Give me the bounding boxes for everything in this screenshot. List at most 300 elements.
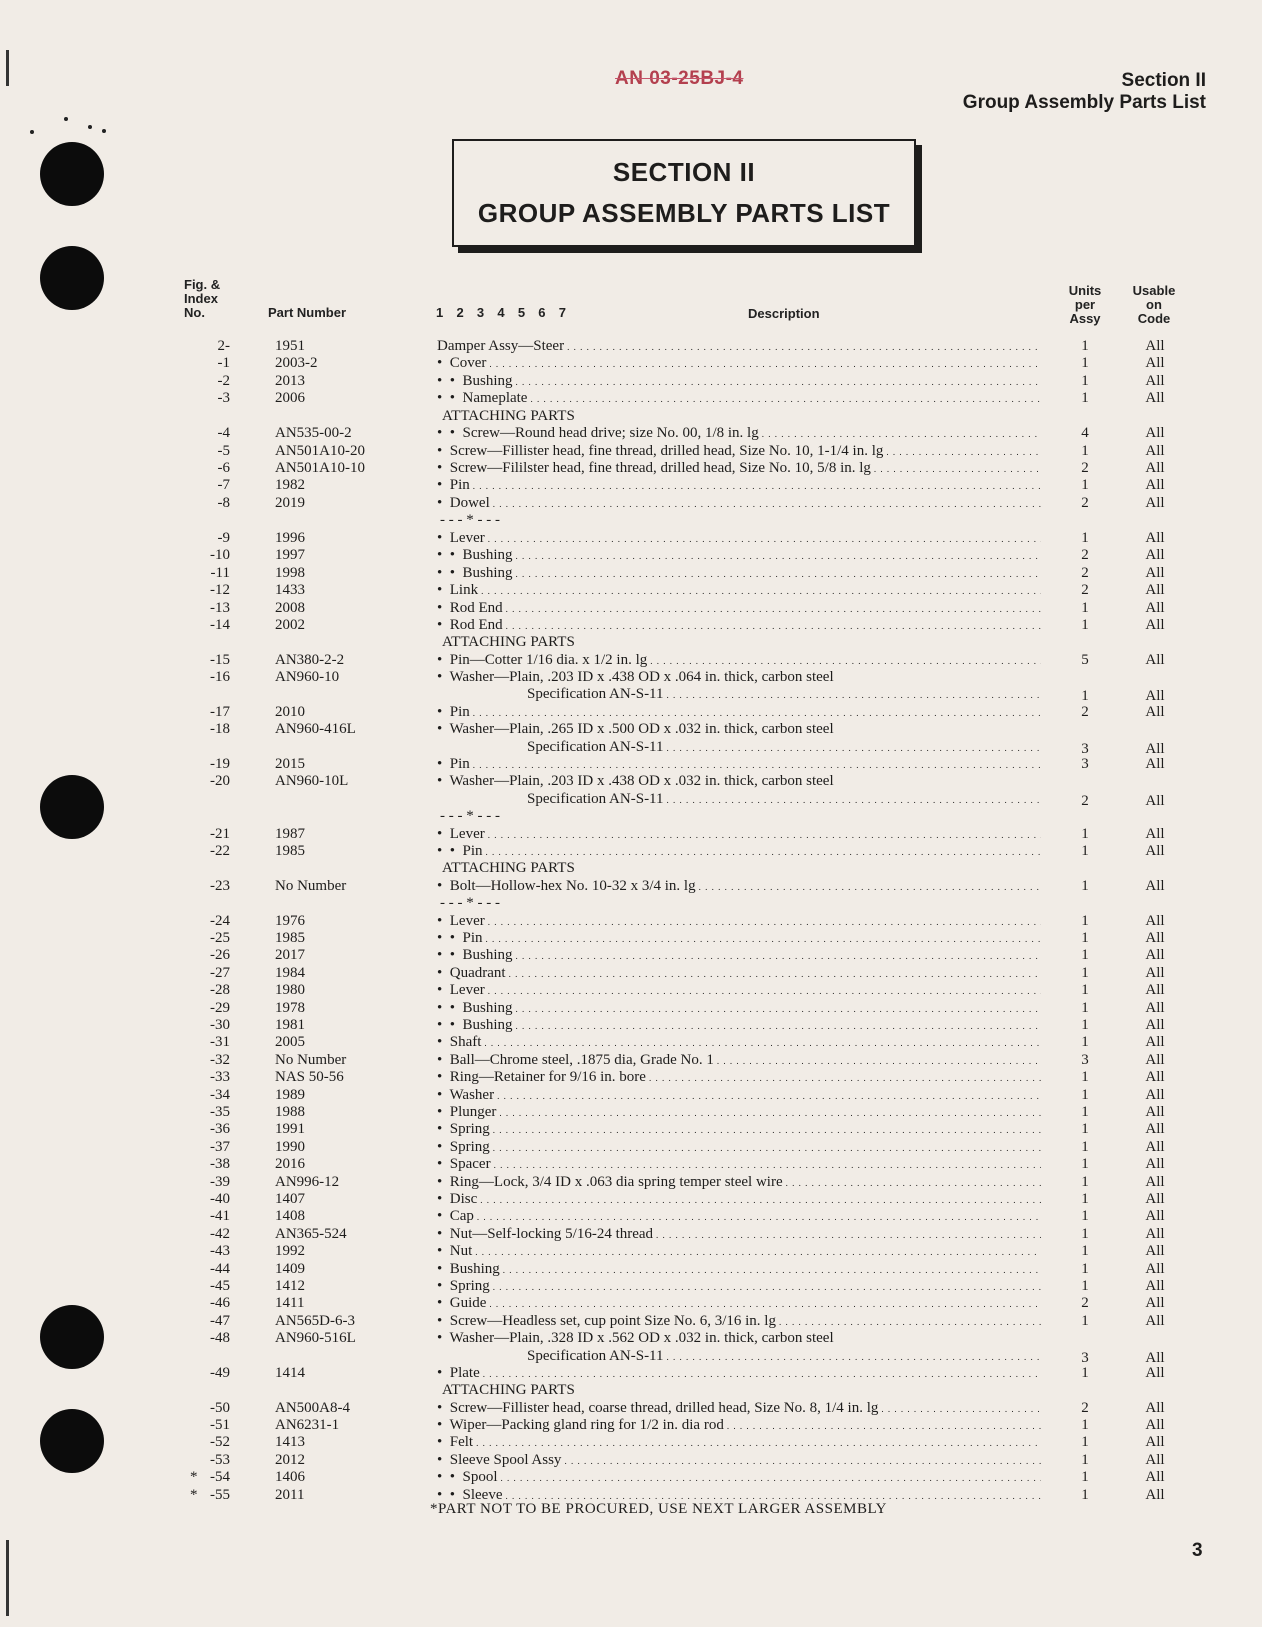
usable-on-code-cell: All (1145, 1261, 1165, 1277)
description-cell (437, 965, 1041, 983)
part-number-cell: AN501A10-20 (275, 443, 365, 459)
description-text: • • Bushing (437, 547, 513, 563)
table-row (0, 1139, 1262, 1156)
table-row (0, 338, 1262, 355)
part-number-cell: AN565D-6-3 (275, 1313, 355, 1329)
description-text: • Disc (437, 1191, 478, 1207)
description-text: • Washer—Plain, .203 ID x .438 OD x .032 in. thick, carbon steel (437, 773, 834, 789)
description-cell (437, 547, 1041, 565)
description-text: • Washer (437, 1087, 495, 1103)
dot-leader (530, 390, 1041, 408)
dot-leader (786, 1174, 1041, 1192)
part-number-cell: 1988 (275, 1104, 305, 1120)
description-cell (437, 826, 1041, 844)
dot-leader (516, 565, 1041, 583)
attaching-parts-heading (0, 1382, 1262, 1399)
table-row (0, 1052, 1262, 1069)
description-text: Specification AN-S-11 (527, 739, 664, 755)
description-cell (440, 512, 1044, 529)
units-per-assy-cell: 1 (1081, 1034, 1089, 1050)
usable-on-code-cell: All (1145, 1350, 1165, 1366)
usable-on-code-cell: All (1145, 355, 1165, 371)
description-text: ATTACHING PARTS (442, 860, 575, 876)
fig-index-cell: -39 (210, 1174, 230, 1190)
description-text: ATTACHING PARTS (442, 408, 575, 424)
description-text: Specification AN-S-11 (527, 1348, 664, 1364)
description-text: • Lever (437, 826, 485, 842)
table-row (0, 965, 1262, 982)
units-per-assy-cell: 1 (1081, 688, 1089, 704)
table-row (0, 826, 1262, 843)
usable-on-code-cell: All (1145, 1400, 1165, 1416)
description-cell (442, 860, 1046, 877)
dot-leader (516, 547, 1041, 565)
description-text: • • Screw—Round head drive; size No. 00, 1/8 in. lg (437, 425, 759, 441)
column-header-description: Description (748, 306, 820, 321)
fig-index-cell: -46 (210, 1295, 230, 1311)
footnote: *PART NOT TO BE PROCURED, USE NEXT LARGER ASSEMBLY (430, 1501, 887, 1517)
fig-index-cell: -44 (210, 1261, 230, 1277)
description-text: • Rod End (437, 600, 503, 616)
column-header-units-per-assy: Units per Assy (1068, 283, 1102, 326)
units-per-assy-cell: 1 (1081, 1278, 1089, 1294)
part-number-cell: 2016 (275, 1156, 305, 1172)
usable-on-code-cell: All (1145, 1208, 1165, 1224)
units-per-assy-cell: 2 (1081, 565, 1089, 581)
description-text: - - - * - - - (440, 512, 500, 528)
fig-index-cell: -6 (217, 460, 230, 476)
usable-on-code-cell: All (1145, 460, 1165, 476)
table-row (0, 530, 1262, 547)
part-number-cell: 2011 (275, 1487, 305, 1503)
attaching-parts-heading (0, 634, 1262, 651)
description-cell (437, 930, 1041, 948)
fig-index-cell: -34 (210, 1087, 230, 1103)
description-text: • Dowel (437, 495, 490, 511)
fig-index-cell: -42 (210, 1226, 230, 1242)
fig-index-cell: -18 (210, 721, 230, 737)
dot-leader (727, 1417, 1041, 1435)
part-number-cell: 1409 (275, 1261, 305, 1277)
description-cell (440, 808, 1044, 825)
part-number-cell: 2015 (275, 756, 305, 772)
table-row (0, 582, 1262, 599)
description-text: • Bolt—Hollow-hex No. 10-32 x 3/4 in. lg (437, 878, 696, 894)
table-row (0, 1034, 1262, 1051)
usable-on-code-cell: All (1145, 1121, 1165, 1137)
part-number-cell: NAS 50-56 (275, 1069, 344, 1085)
document-number: AN 03-25BJ-4 (615, 68, 744, 89)
description-text: - - - * - - - (440, 895, 500, 911)
table-row (0, 1330, 1262, 1347)
scan-speck (64, 117, 68, 121)
part-number-cell: 1989 (275, 1087, 305, 1103)
fig-index-cell: -41 (210, 1208, 230, 1224)
description-text: • Screw—Fillister head, coarse thread, drilled head, Size No. 8, 1/4 in. lg (437, 1400, 879, 1416)
units-per-assy-cell: 1 (1081, 338, 1089, 354)
description-text: • Spring (437, 1278, 490, 1294)
description-cell (437, 843, 1041, 861)
table-row (0, 373, 1262, 390)
part-number-cell: 1433 (275, 582, 305, 598)
dot-leader (667, 739, 1041, 757)
part-number-cell: 1981 (275, 1017, 305, 1033)
dot-leader (486, 843, 1041, 861)
fig-index-cell: -14 (210, 617, 230, 633)
units-per-assy-cell: 2 (1081, 495, 1089, 511)
table-row (0, 1208, 1262, 1225)
section-heading: SECTION II (612, 157, 756, 187)
usable-on-code-cell: All (1145, 652, 1165, 668)
description-cell (527, 1348, 1041, 1366)
table-row (0, 390, 1262, 407)
fig-index-cell: -22 (210, 843, 230, 859)
fig-index-cell: -54 (210, 1469, 230, 1485)
column-header-fig-index: Fig. & Index No. (184, 277, 221, 320)
attaching-parts-heading (0, 860, 1262, 877)
usable-on-code-cell: All (1145, 373, 1165, 389)
table-row (0, 1104, 1262, 1121)
units-per-assy-cell: 2 (1081, 1400, 1089, 1416)
group-separator (0, 808, 1262, 825)
units-per-assy-cell: 1 (1081, 982, 1089, 998)
units-per-assy-cell: 1 (1081, 1417, 1089, 1433)
description-text: • Bushing (437, 1261, 500, 1277)
description-text: • Cap (437, 1208, 474, 1224)
dot-leader (506, 617, 1041, 635)
usable-on-code-cell: All (1145, 878, 1165, 894)
units-per-assy-cell: 1 (1081, 443, 1089, 459)
fig-index-cell: -55 (210, 1487, 230, 1503)
description-text: • Screw—Fililster head, fine thread, drilled head, Size No. 10, 5/8 in. lg (437, 460, 871, 476)
description-cell (442, 1382, 1046, 1399)
description-text: • • Sleeve (437, 1487, 503, 1503)
description-cell (437, 1034, 1041, 1052)
dot-leader (656, 1226, 1041, 1244)
part-number-cell: 1414 (275, 1365, 305, 1381)
description-text: • Wiper—Packing gland ring for 1/2 in. dia rod (437, 1417, 724, 1433)
fig-index-cell: -9 (217, 530, 230, 546)
part-number-cell: AN380-2-2 (275, 652, 345, 668)
description-text: • Ball—Chrome steel, .1875 dia, Grade No. 1 (437, 1052, 714, 1068)
description-cell (437, 530, 1041, 548)
description-cell (442, 408, 1046, 425)
units-per-assy-cell: 1 (1081, 1452, 1089, 1468)
units-per-assy-cell: 1 (1081, 930, 1089, 946)
part-number-cell: 1406 (275, 1469, 305, 1485)
description-cell (437, 582, 1041, 600)
part-number-cell: 1992 (275, 1243, 305, 1259)
dot-leader (506, 600, 1041, 618)
dot-leader (480, 1191, 1041, 1209)
usable-on-code-cell: All (1145, 1034, 1165, 1050)
description-text: • • Pin (437, 843, 483, 859)
dot-leader (493, 1278, 1041, 1296)
fig-index-cell: -13 (210, 600, 230, 616)
part-number-cell: 1996 (275, 530, 305, 546)
dot-leader (477, 1208, 1041, 1226)
usable-on-code-cell: All (1145, 704, 1165, 720)
description-text: • Pin (437, 756, 470, 772)
fig-index-cell: -8 (217, 495, 230, 511)
part-number-cell: 1985 (275, 843, 305, 859)
part-number-cell: AN365-524 (275, 1226, 347, 1242)
usable-on-code-cell: All (1145, 425, 1165, 441)
dot-leader (481, 582, 1041, 600)
usable-on-code-cell: All (1145, 1278, 1165, 1294)
description-text: • Spring (437, 1139, 490, 1155)
table-row (0, 1087, 1262, 1104)
usable-on-code-cell: All (1145, 826, 1165, 842)
part-number-cell: 2010 (275, 704, 305, 720)
dot-leader (489, 1295, 1041, 1313)
description-text: • Spacer (437, 1156, 491, 1172)
part-number-cell: AN500A8-4 (275, 1400, 350, 1416)
description-text: - - - * - - - (440, 808, 500, 824)
table-row (0, 1469, 1262, 1486)
part-number-cell: AN960-416L (275, 721, 356, 737)
description-cell (437, 1452, 1041, 1470)
description-cell (437, 1243, 1041, 1261)
fig-index-cell: -49 (210, 1365, 230, 1381)
fig-index-cell: -7 (217, 477, 230, 493)
part-number-cell: 1980 (275, 982, 305, 998)
units-per-assy-cell: 1 (1081, 1243, 1089, 1259)
fig-index-cell: -33 (210, 1069, 230, 1085)
description-cell (437, 1208, 1041, 1226)
fig-index-cell: -15 (210, 652, 230, 668)
units-per-assy-cell: 1 (1081, 1104, 1089, 1120)
description-text: • Lever (437, 982, 485, 998)
usable-on-code-cell: All (1145, 1365, 1165, 1381)
description-cell (437, 1365, 1041, 1383)
table-row (0, 1069, 1262, 1086)
part-number-cell: 1411 (275, 1295, 305, 1311)
fig-index-cell: -51 (210, 1417, 230, 1433)
binder-hole-1 (40, 142, 104, 206)
table-row (0, 721, 1262, 738)
table-row (0, 773, 1262, 790)
fig-index-cell: -20 (210, 773, 230, 789)
part-number-cell: AN535-00-2 (275, 425, 352, 441)
part-number-cell: AN960-10L (275, 773, 349, 789)
part-number-cell: 1413 (275, 1434, 305, 1450)
units-per-assy-cell: 1 (1081, 826, 1089, 842)
fig-index-cell: -5 (217, 443, 230, 459)
description-text: • Quadrant (437, 965, 506, 981)
dot-leader (667, 1348, 1041, 1366)
description-text: • Ring—Retainer for 9/16 in. bore (437, 1069, 646, 1085)
binder-hole-2 (40, 246, 104, 310)
units-per-assy-cell: 2 (1081, 704, 1089, 720)
part-number-cell: 1998 (275, 565, 305, 581)
dot-leader (483, 1365, 1041, 1383)
usable-on-code-cell: All (1145, 338, 1165, 354)
part-number-cell: 2012 (275, 1452, 305, 1468)
dot-leader (762, 425, 1041, 443)
fig-index-cell: -1 (217, 355, 230, 371)
usable-on-code-cell: All (1145, 947, 1165, 963)
units-per-assy-cell: 3 (1081, 756, 1089, 772)
dot-leader (516, 947, 1041, 965)
units-per-assy-cell: 2 (1081, 460, 1089, 476)
usable-on-code-cell: All (1145, 1191, 1165, 1207)
fig-index-cell: -2 (217, 373, 230, 389)
description-cell (442, 634, 1046, 651)
dot-leader (488, 982, 1041, 1000)
description-cell (437, 704, 1041, 722)
usable-on-code-cell: All (1145, 793, 1165, 809)
dot-leader (779, 1313, 1041, 1331)
dot-leader (667, 791, 1041, 809)
description-text: • • Bushing (437, 373, 513, 389)
dot-leader (475, 1243, 1041, 1261)
usable-on-code-cell: All (1145, 477, 1165, 493)
part-number-cell: 1990 (275, 1139, 305, 1155)
usable-on-code-cell: All (1145, 443, 1165, 459)
usable-on-code-cell: All (1145, 390, 1165, 406)
description-text: • Pin (437, 704, 470, 720)
dot-leader (667, 686, 1041, 704)
table-row (0, 1121, 1262, 1138)
description-text: • Rod End (437, 617, 503, 633)
column-header-part-number: Part Number (268, 305, 347, 320)
fig-index-cell: -19 (210, 756, 230, 772)
part-number-cell: 2005 (275, 1034, 305, 1050)
usable-on-code-cell: All (1145, 913, 1165, 929)
description-text: • Lever (437, 913, 485, 929)
units-per-assy-cell: 1 (1081, 1087, 1089, 1103)
description-text: • • Bushing (437, 1000, 513, 1016)
fig-index-cell: -50 (210, 1400, 230, 1416)
description-cell (437, 1139, 1041, 1157)
description-cell (437, 1069, 1041, 1087)
description-text: Specification AN-S-11 (527, 791, 664, 807)
table-row (0, 1226, 1262, 1243)
units-per-assy-cell: 1 (1081, 477, 1089, 493)
scan-speck (30, 130, 34, 134)
fig-index-cell: -29 (210, 1000, 230, 1016)
usable-on-code-cell: All (1145, 530, 1165, 546)
part-number-cell: 1951 (275, 338, 305, 354)
units-per-assy-cell: 1 (1081, 1261, 1089, 1277)
column-header-usable-on-code: Usable on Code (1132, 283, 1176, 326)
units-per-assy-cell: 1 (1081, 1469, 1089, 1485)
dot-leader (501, 1469, 1041, 1487)
description-text: Damper Assy—Steer (437, 338, 565, 354)
units-per-assy-cell: 1 (1081, 530, 1089, 546)
description-text: • Shaft (437, 1034, 482, 1050)
description-text: • Washer—Plain, .265 ID x .500 OD x .032 in. thick, carbon steel (437, 721, 834, 737)
description-text: • Spring (437, 1121, 490, 1137)
description-cell (437, 1313, 1041, 1331)
part-number-cell: AN960-516L (275, 1330, 356, 1346)
units-per-assy-cell: 1 (1081, 1069, 1089, 1085)
description-cell (437, 460, 1041, 478)
units-per-assy-cell: 1 (1081, 878, 1089, 894)
description-text: • Pin (437, 477, 470, 493)
description-text: • Plate (437, 1365, 480, 1381)
usable-on-code-cell: All (1145, 1069, 1165, 1085)
usable-on-code-cell: All (1145, 1226, 1165, 1242)
description-cell (437, 982, 1041, 1000)
dot-leader (494, 1156, 1041, 1174)
description-cell (437, 756, 1041, 774)
table-row (0, 1348, 1262, 1365)
table-row (0, 756, 1262, 773)
description-cell (437, 1400, 1041, 1418)
description-cell (440, 895, 1044, 912)
part-number-cell: 1976 (275, 913, 305, 929)
description-cell (437, 773, 1041, 790)
units-per-assy-cell: 3 (1081, 1052, 1089, 1068)
fig-index-cell: -32 (210, 1052, 230, 1068)
fig-index-cell: -31 (210, 1034, 230, 1050)
description-cell (437, 878, 1041, 896)
dot-leader (564, 1452, 1041, 1470)
description-text: • Guide (437, 1295, 487, 1311)
table-row (0, 982, 1262, 999)
units-per-assy-cell: 3 (1081, 1350, 1089, 1366)
dot-leader (486, 930, 1041, 948)
table-row (0, 547, 1262, 564)
fig-index-cell: -53 (210, 1452, 230, 1468)
units-per-assy-cell: 1 (1081, 1017, 1089, 1033)
table-row (0, 1313, 1262, 1330)
part-number-cell: 1978 (275, 1000, 305, 1016)
section-label: Section II (1121, 70, 1206, 91)
dot-leader (516, 1017, 1041, 1035)
table-row (0, 495, 1262, 512)
table-row (0, 1017, 1262, 1034)
fig-index-cell: -38 (210, 1156, 230, 1172)
description-cell (437, 355, 1041, 373)
fig-index-cell: -11 (210, 565, 230, 581)
fig-index-cell: -43 (210, 1243, 230, 1259)
part-number-cell: 1407 (275, 1191, 305, 1207)
description-text: • Lever (437, 530, 485, 546)
part-number-cell: AN996-12 (275, 1174, 340, 1190)
units-per-assy-cell: 1 (1081, 390, 1089, 406)
units-per-assy-cell: 1 (1081, 1191, 1089, 1207)
table-row (0, 652, 1262, 669)
description-cell (437, 1104, 1041, 1122)
description-text: • • Spool (437, 1469, 498, 1485)
units-per-assy-cell: 1 (1081, 1174, 1089, 1190)
fig-index-cell: -35 (210, 1104, 230, 1120)
table-row (0, 1417, 1262, 1434)
description-text: • Felt (437, 1434, 474, 1450)
table-row (0, 878, 1262, 895)
table-row (0, 739, 1262, 756)
part-number-cell: AN501A10-10 (275, 460, 365, 476)
units-per-assy-cell: 1 (1081, 355, 1089, 371)
description-cell (437, 338, 1041, 356)
usable-on-code-cell: All (1145, 1295, 1165, 1311)
description-text: • • Bushing (437, 1017, 513, 1033)
fig-index-cell: -4 (217, 425, 230, 441)
units-per-assy-cell: 1 (1081, 947, 1089, 963)
table-row (0, 913, 1262, 930)
units-per-assy-cell: 2 (1081, 793, 1089, 809)
description-cell (437, 1017, 1041, 1035)
part-number-cell: 2003-2 (275, 355, 318, 371)
description-cell (437, 1469, 1041, 1487)
scan-edge-mark (6, 50, 9, 86)
part-number-cell: 2002 (275, 617, 305, 633)
part-number-cell: 1985 (275, 930, 305, 946)
usable-on-code-cell: All (1145, 1156, 1165, 1172)
